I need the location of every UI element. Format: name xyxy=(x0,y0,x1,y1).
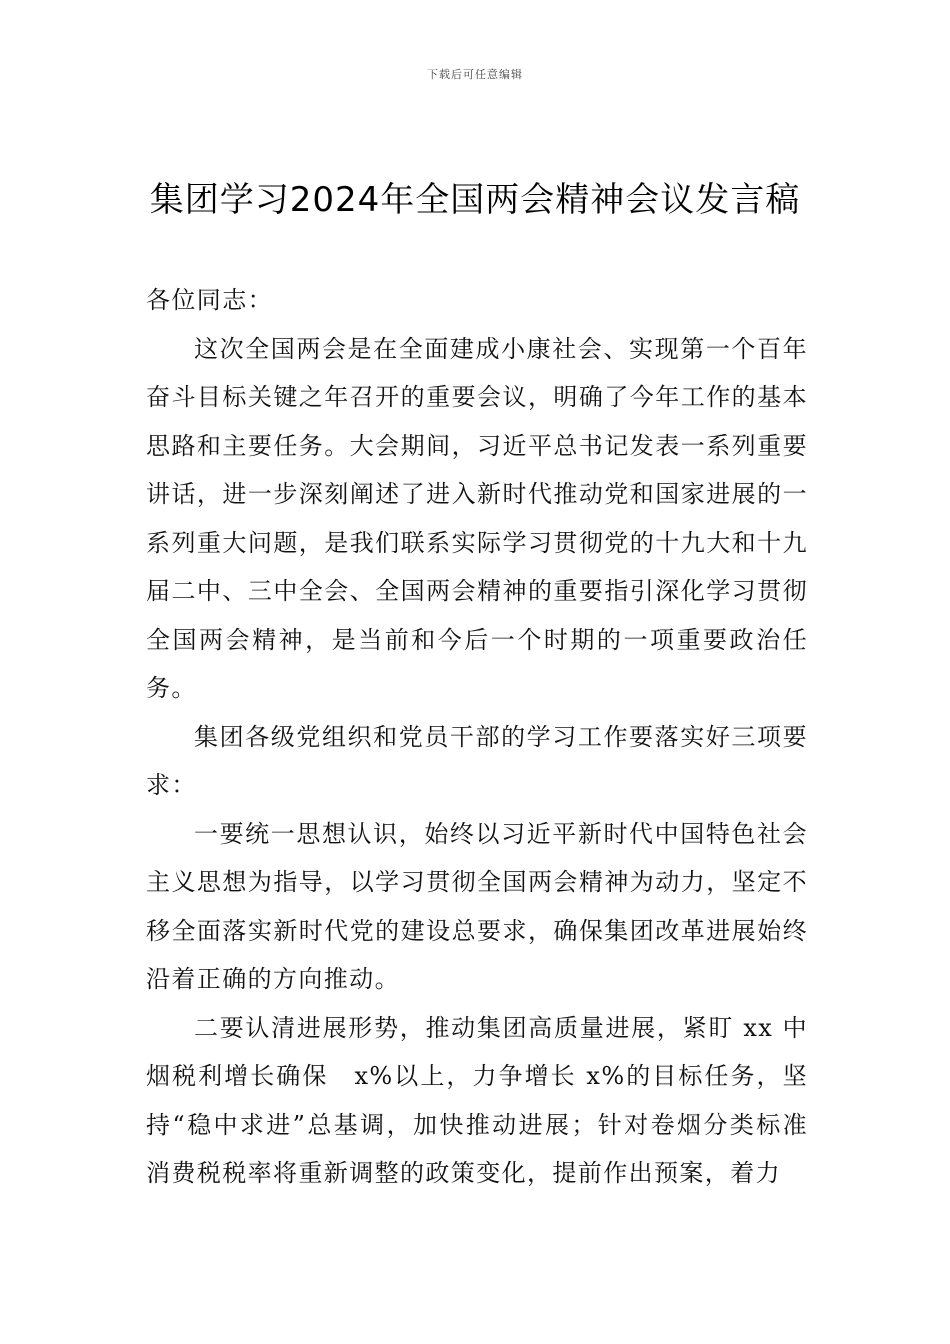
header-note: 下载后可任意编辑 xyxy=(427,68,523,81)
salutation: 各位同志： xyxy=(146,286,273,314)
paragraph-4: 二要认清进展形势，推动集团高质量进展，紧盯 xx 中烟税利增长确保 x%以上，力争增长 x%的目标任务，坚持“稳中求进”总基调，加快推动进展；针对卷烟分类标准消费税税率将重新调整的政策变化，提前作出预案，着力 xyxy=(146,1013,808,1187)
document-title: 集团学习2024年全国两会精神会议发言稿 xyxy=(149,180,801,220)
paragraph-3: 一要统一思想认识，始终以习近平新时代中国特色社会主义思想为指导，以学习贯彻全国两会精神为动力，坚定不移全面落实新时代党的建设总要求，确保集团改革进展始终沿着正确的方向推动。 xyxy=(146,819,808,993)
document-body xyxy=(146,276,808,1198)
paragraph-1: 这次全国两会是在全面建成小康社会、实现第一个百年奋斗目标关键之年召开的重要会议，明确了今年工作的基本思路和主要任务。大会期间，习近平总书记发表一系列重要讲话，进一步深刻阐述了进入新时代推动党和国家进展的一系列重大问题，是我们联系实际学习贯彻党的十九大和十九届二中、三中全会、全国两会精神的重要指引深化学习贯彻全国两会精神，是当前和今后一个时期的一项重要政治任务。 xyxy=(146,334,808,702)
paragraph-2: 集团各级党组织和党员干部的学习工作要落实好三项要求： xyxy=(146,722,808,799)
